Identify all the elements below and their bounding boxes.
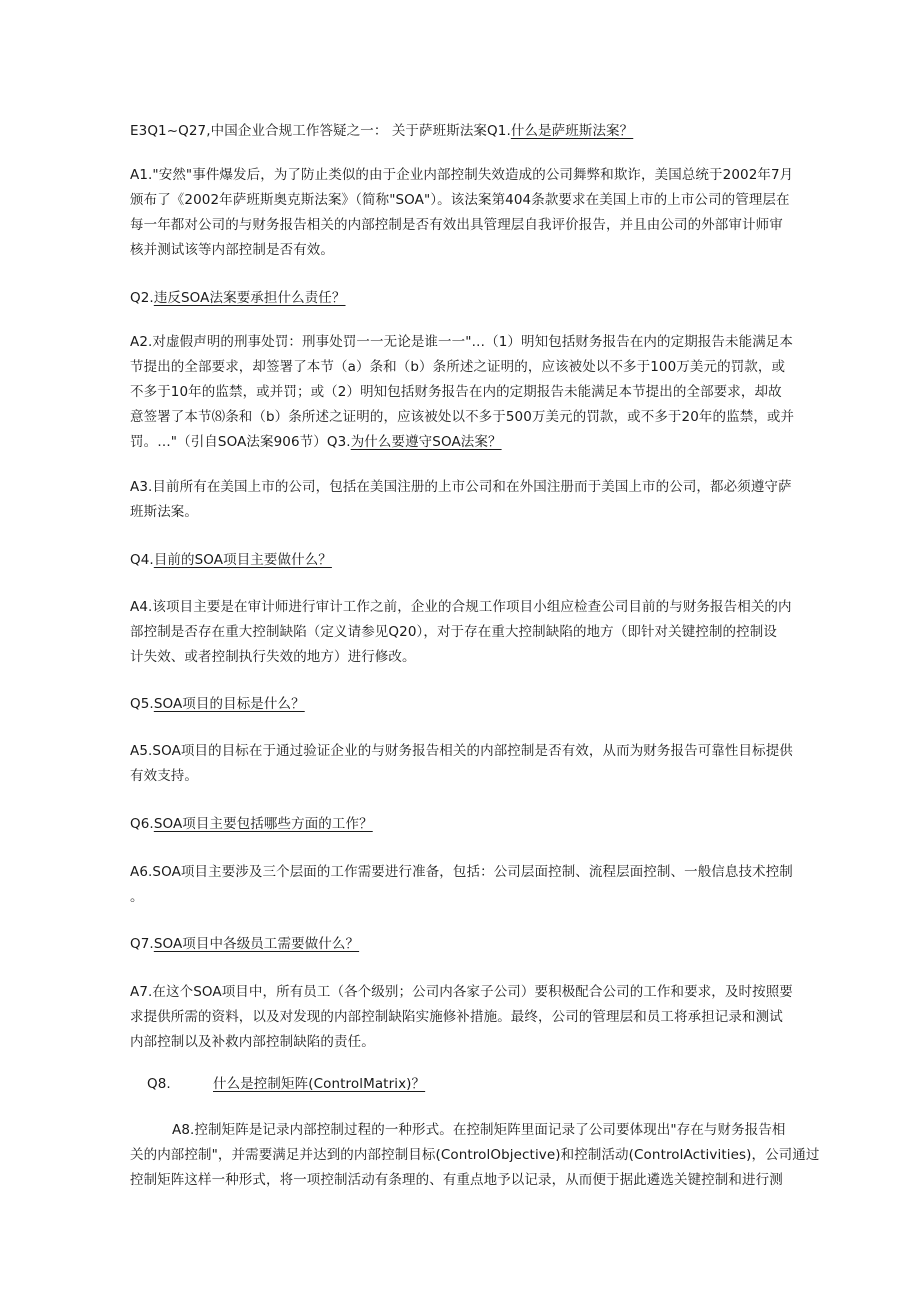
a6-line-1: A6.SOA项目主要涉及三个层面的工作需要进行准备，包括：公司层面控制、流程层面控制、一般信息技术控制 (130, 864, 793, 880)
a2-line-5 (130, 431, 502, 453)
q2-prefix: Q2. (130, 290, 154, 306)
a1-line-4: 核并测试该等内部控制是否有效。 (130, 242, 334, 258)
a3-line-2: 班斯法案。 (130, 504, 198, 520)
a7-line-1: A7.在这个SOA项目中，所有员工（各个级别；公司内各家子公司）要积极配合公司的工作和要求，及时按照要 (130, 984, 793, 1000)
q1-question: 什么是萨班斯法案？ (510, 123, 634, 139)
q4-line (130, 549, 332, 571)
a4-line-2: 部控制是否存在重大控制缺陷（定义请参见Q20），对于存在重大控制缺陷的地方（即针对关键控制的控制设 (130, 624, 777, 640)
q6-question: SOA项目主要包括哪些方面的工作？ (153, 816, 373, 832)
a2-line-5-text: 罚。…"（引自SOA法案906节）Q3. (130, 434, 351, 450)
q8-question: 什么是控制矩阵(ControlMatrix)？ (213, 1076, 426, 1092)
q8-line (147, 1073, 425, 1095)
q3-question: 为什么要遵守SOA法案？ (350, 434, 502, 450)
a7-line-3: 内部控制以及补救内部控制缺陷的责任。 (130, 1034, 375, 1050)
a8-line-3: 控制矩阵这样一种形式，将一项控制活动有条理的、有重点地予以记录，从而便于据此遴选关键控制和进行测 (130, 1172, 783, 1188)
a8-line-1: A8.控制矩阵是记录内部控制过程的一种形式。在控制矩阵里面记录了公司要体现出"存在与财务报告相 (172, 1122, 786, 1138)
q2-question: 违反SOA法案要承担什么责任？ (153, 290, 346, 306)
q5-line (130, 693, 305, 715)
a7-line-2: 求提供所需的资料，以及对发现的内部控制缺陷实施修补措施。最终，公司的管理层和员工将承担记录和测试 (130, 1009, 783, 1025)
title-prefix: E3Q1~Q27,中国企业合规工作答疑之一： 关于萨班斯法案Q1. (130, 123, 511, 139)
a1-line-1: A1."安然"事件爆发后，为了防止类似的由于企业内部控制失效造成的公司舞弊和欺诈，美国总统于2002年7月 (130, 167, 794, 183)
q5-prefix: Q5. (130, 696, 154, 712)
q4-prefix: Q4. (130, 552, 154, 568)
q7-prefix: Q7. (130, 936, 154, 952)
a4-line-1: A4.该项目主要是在审计师进行审计工作之前，企业的合规工作项目小组应检查公司目前的与财务报告相关的内 (130, 599, 792, 615)
a8-line-2: 关的内部控制"，并需要满足并达到的内部控制目标(ControlObjective)和控制活动(ControlActivities)，公司通过 (130, 1147, 820, 1163)
a4-line-3: 计失效、或者控制执行失效的地方）进行修改。 (130, 649, 416, 665)
q7-question: SOA项目中各级员工需要做什么？ (153, 936, 360, 952)
a1-line-3: 每一年都对公司的与财务报告相关的内部控制是否有效出具管理层自我评价报告，并且由公司的外部审计师审 (130, 217, 783, 233)
q6-prefix: Q6. (130, 816, 154, 832)
q4-question: 目前的SOA项目主要做什么？ (153, 552, 332, 568)
a2-line-3: 不多于10年的监禁，或并罚；或（2）明知包括财务报告在内的定期报告未能满足本节提出的全部要求，却故 (130, 384, 782, 400)
a2-line-4: 意签署了本节⑻条和（b）条所述之证明的，应该被处以不多于500万美元的罚款，或不多于20年的监禁，或并 (130, 409, 795, 425)
q5-question: SOA项目的目标是什么？ (153, 696, 305, 712)
q2-line (130, 287, 346, 309)
a2-line-1: A2.对虚假声明的刑事处罚：刑事处罚一一无论是谁一一"…（1）明知包括财务报告在内的定期报告未能满足本 (130, 334, 794, 350)
a1-line-2: 颁布了《2002年萨班斯奥克斯法案》（简称"SOA"）。该法案第404条款要求在美国上市的上市公司的管理层在 (130, 192, 790, 208)
q7-line (130, 933, 359, 955)
a2-line-2: 节提出的全部要求，却签署了本节（a）条和（b）条所述之证明的，应该被处以不多于100万美元的罚款，或 (130, 359, 786, 375)
a3-line-1: A3.目前所有在美国上市的公司，包括在美国注册的上市公司和在外国注册而于美国上市的公司，都必须遵守萨 (130, 479, 792, 495)
a6-line-2: 。 (130, 889, 144, 905)
q8-prefix: Q8. (147, 1076, 171, 1092)
a5-line-2: 有效支持。 (130, 768, 198, 784)
a5-line-1: A5.SOA项目的目标在于通过验证企业的与财务报告相关的内部控制是否有效，从而为财务报告可靠性目标提供 (130, 743, 793, 759)
q6-line (130, 813, 373, 835)
title-line (130, 120, 633, 142)
